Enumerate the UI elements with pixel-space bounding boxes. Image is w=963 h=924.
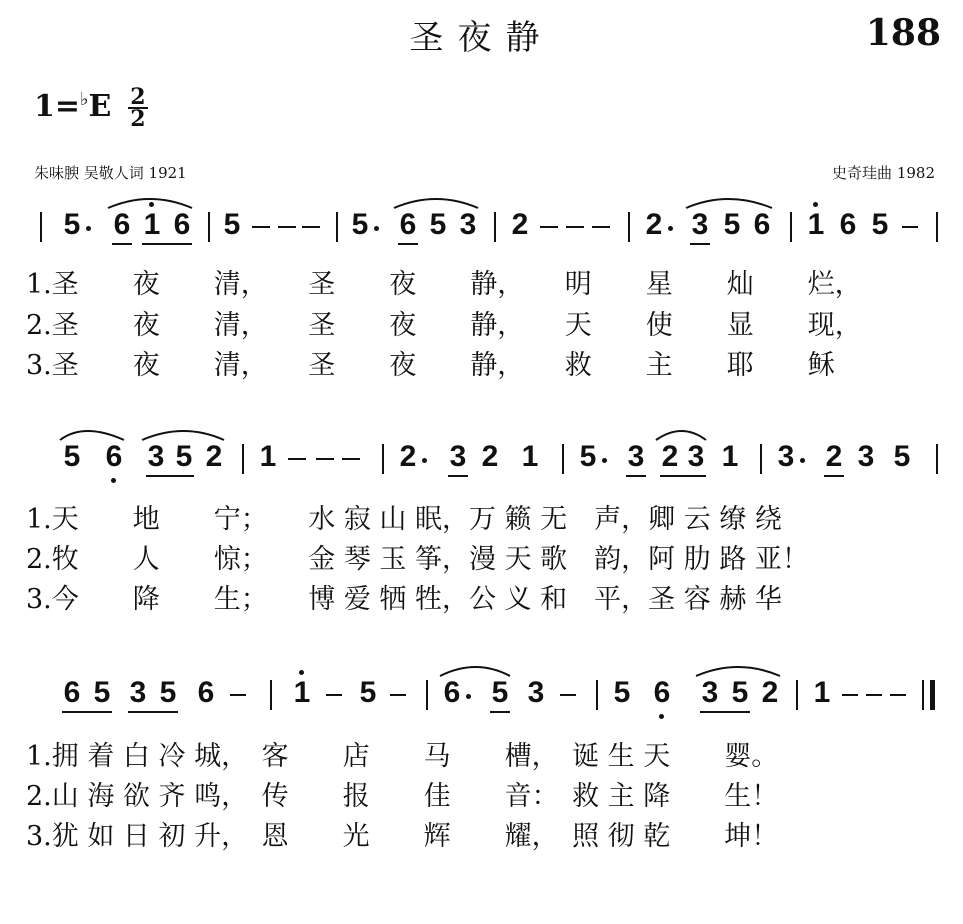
note: 5 [223,208,241,241]
note: 2 [205,440,223,473]
note: 5 [871,208,889,241]
note: 3 [691,208,709,241]
note: 3 [701,676,719,709]
note: 3 [129,676,147,709]
note: 5 [579,440,597,473]
key-prefix: 1= [34,89,81,124]
lyric-line-s3-v1: 1.拥 着 白 冷 城， 客 店 马 槽， 诞 生 天 婴。 [26,741,779,772]
time-bottom: 2 [130,106,146,132]
lyricist-credit: 朱味腴 吴敬人词 1921 [34,164,187,182]
note: 5 [93,676,111,709]
slur [656,431,706,440]
slur [142,431,224,440]
note: 1 [813,676,831,709]
note: 2 [399,440,417,473]
time-top: 2 [130,84,146,110]
note: 6 [443,676,461,709]
note: 3 [459,208,477,241]
note: 2 [481,440,499,473]
note: 2 [825,440,843,473]
note: 6 [653,676,671,709]
note: 6 [105,440,123,473]
note: 1 [293,676,311,709]
note: 5 [63,208,81,241]
slur [440,667,510,676]
lyric-line-s2-v3: 3.今 降 生； 博 爱 牺 牲，公 义 和 平，圣 容 赫 华 [26,584,782,615]
key-note: E [88,89,112,124]
lyric-line-s1-v3: 3.圣 夜 清， 圣 夜 静， 救 主 耶 稣 [26,350,835,381]
lyric-line-s2-v1: 1.天 地 宁； 水 寂 山 眠，万 籁 无 声，卿 云 缭 绕 [26,504,782,535]
note: 5 [613,676,631,709]
note: 2 [511,208,529,241]
note: 3 [147,440,165,473]
note: 1 [143,208,161,241]
note: 3 [857,440,875,473]
lyric-line-s1-v2: 2.圣 夜 清， 圣 夜 静， 天 使 显 现， [26,310,862,341]
note: 5 [351,208,369,241]
note: 2 [761,676,779,709]
note: 3 [449,440,467,473]
page-number: 188 [865,12,941,54]
note: 6 [113,208,131,241]
lyric-line-s2-v2: 2.牧 人 惊； 金 琴 玉 筝，漫 天 歌 韵，阿 肋 路 亚！ [26,544,809,575]
slur [686,199,772,208]
slur [108,199,192,208]
note: 3 [527,676,545,709]
note: 5 [359,676,377,709]
note: 1 [521,440,539,473]
note: 6 [839,208,857,241]
note: 2 [661,440,679,473]
note: 5 [723,208,741,241]
note: 2 [645,208,663,241]
slur [696,667,780,676]
note: 3 [687,440,705,473]
lyric-line-s3-v3: 3.犹 如 日 初 升， 恩 光 辉 耀， 照 彻 乾 坤！ [26,821,779,852]
slur [394,199,478,208]
song-title: 圣夜静 [409,18,554,58]
note: 5 [731,676,749,709]
note: 6 [399,208,417,241]
note: 5 [159,676,177,709]
note: 6 [63,676,81,709]
note: 3 [777,440,795,473]
flat-symbol: ♭ [80,89,89,110]
note: 6 [173,208,191,241]
composer-credit: 史奇珪曲 1982 [832,164,935,182]
slur [60,431,124,440]
lyric-line-s3-v2: 2.山 海 欲 齐 鸣， 传 报 佳 音： 救 主 降 生！ [26,781,779,812]
note: 6 [753,208,771,241]
note: 1 [721,440,739,473]
note: 5 [429,208,447,241]
note: 5 [893,440,911,473]
note: 5 [175,440,193,473]
note: 3 [627,440,645,473]
note: 1 [259,440,277,473]
note: 6 [197,676,215,709]
note: 5 [63,440,81,473]
note: 1 [807,208,825,241]
note: 5 [491,676,509,709]
lyric-line-s1-v1: 1.圣 夜 清， 圣 夜 静， 明 星 灿 烂， [26,269,862,300]
